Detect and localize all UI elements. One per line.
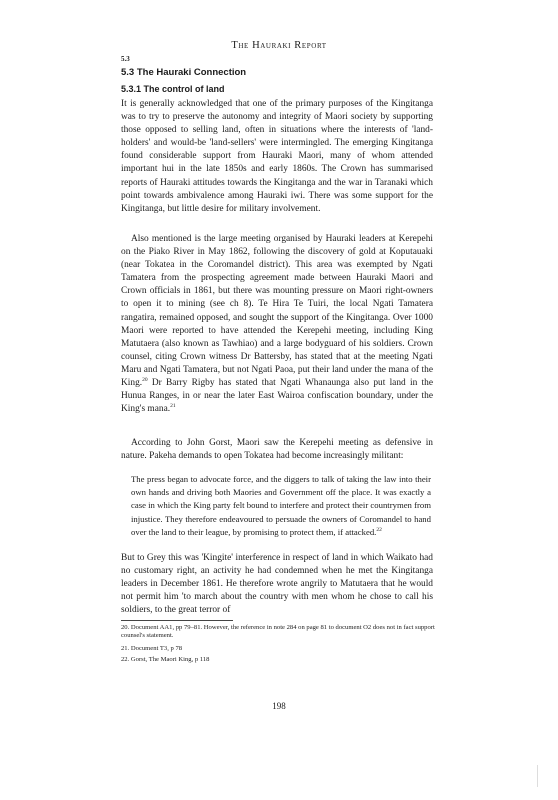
footnote-20: 20. Document AA1, pp 79–81. However, the reference in note 284 on page 81 to document O2 does not in fact support counsel's statement. — [121, 624, 435, 640]
paragraph-2-text: Also mentioned is the large meeting organised by Hauraki leaders at Kerepehi on the Piako River in May 1862, following the discovery of gold at Koputauaki (near Tokatea in the Coromandel district). This area was exempted by Ngati Tamatera from the prospecting agreement made between Hauraki Maori and Crown officials in 1861, but there was mounting pressure on Maori right-owners to open it to mining (see ch 8). Te Hira Te Tuiri, the local Ngati Tamatera rangatira, remained opposed, and sought the support of the Kingitanga. Over 1000 Maori were reported to have attended the Kerepehi meeting, including King Matutaera (also known as Tawhiao) and a large bodyguard of his soldiers. Crown counsel, citing Crown witness Dr Battersby, has stated that at the meeting Ngati Maru and Ngati Tamatera, but not Ngati Paoa, put their land under the mana of the King. — [121, 234, 433, 389]
block-quote-text: The press began to advocate force, and the diggers to talk of taking the law into their own hands and driving both Maories and Government off the place. It was exactly a case in which the King party felt bound to interfere and protect their countrymen from injustice. They therefore endeavoured to persuade the owners of Coromandel to hand over the land to their league, by promising to protect them, if attacked. — [131, 474, 431, 537]
subsection-heading: 5.3.1 The control of land — [121, 84, 225, 94]
scan-mark — [537, 765, 538, 787]
paragraph-2 — [121, 233, 433, 416]
paragraph-3: According to John Gorst, Maori saw the Kerepehi meeting as defensive in nature. Pakeha demands to open Tokatea had become increasingly militant: — [121, 438, 433, 462]
footnote-ref-22: 22 — [376, 526, 382, 533]
page-number: 198 — [272, 701, 286, 711]
footnote-ref-20: 20 — [142, 377, 148, 384]
section-heading: 5.3 The Hauraki Connection — [121, 67, 247, 78]
block-quote — [131, 473, 431, 539]
footnote-21: 21. Document T3, p 78 — [121, 645, 183, 652]
footnote-ref-21: 21 — [170, 403, 176, 410]
running-title: The Hauraki Report — [231, 40, 327, 51]
footnote-rule — [121, 620, 233, 621]
paragraph-4: But to Grey this was 'Kingite' interference in respect of land in which Waikato had no customary right, an activity he had condemned when he met the Kingitanga leaders in December 1861. He therefore wrote angrily to Matutaera that he would not permit him 'to march about the country with men whom he chose to call his soldiers, to the great terror of — [121, 553, 433, 616]
paragraph-2-text-b: Dr Barry Rigby has stated that Ngati Whanaunga also put land in the Hunua Ranges, in or near the later East Wairoa confiscation boundary, under the King's mana. — [121, 378, 433, 415]
paragraph-1: It is generally acknowledged that one of the primary purposes of the Kingitanga was to try to preserve the autonomy and integrity of Maori society by supporting those opposed to selling land, often in situations where the interests of 'land-holders' and would-be 'land-sellers' were intermingled. The emerging Kingitanga found considerable support from Hauraki Maori, many of whom attended important hui in the late 1850s and early 1860s. The Crown has summarised reports of Hauraki attitudes towards the Kingitanga and the war in Taranaki which point towards ambivalence among Hauraki iwi. There was some support for the Kingitanga, but little desire for military involvement. — [121, 99, 433, 214]
section-number: 5.3 — [121, 55, 130, 63]
footnote-22: 22. Gorst, The Maori King, p 118 — [121, 656, 210, 663]
